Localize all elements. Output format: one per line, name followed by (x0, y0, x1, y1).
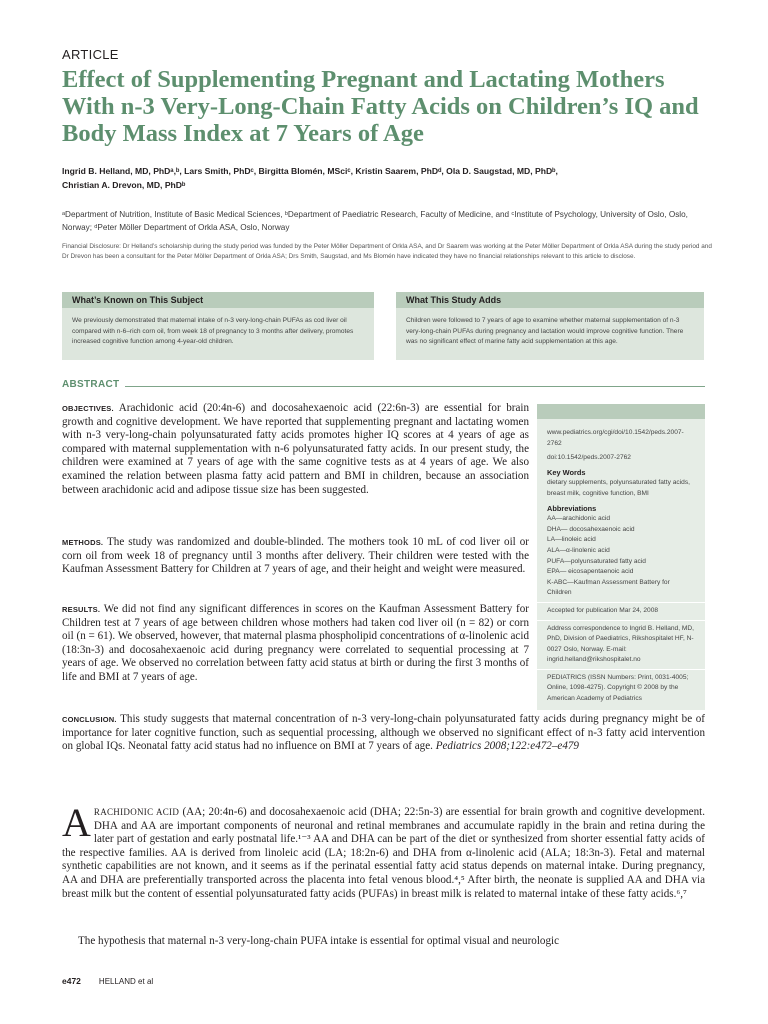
sidebar-header-bar (537, 404, 705, 419)
article-doi: doi:10.1542/peds.2007-2762 (547, 454, 631, 462)
keywords-heading: Key Words (547, 467, 586, 477)
whats-known-title: What’s Known on This Subject (62, 292, 374, 308)
small-caps-lead: RACHIDONIC ACID (93, 807, 180, 817)
methods-text: The study was randomized and double-blinded. The mothers took 10 mL of cod liver oil or corn oil from week 18 of pregnancy until 3 months after delivery. Their children were tested with the Kaufman Assessment Battery for Children at 7 years of age, and their height and weight were measured. (62, 536, 529, 576)
abstract-divider (125, 386, 705, 387)
page-number: e472 (62, 976, 81, 986)
abbreviation-item: ALA—α-linolenic acid (547, 546, 610, 554)
sidebar-divider (537, 669, 705, 670)
abbreviation-item: AA—arachidonic acid (547, 515, 611, 523)
sidebar-divider (537, 602, 705, 603)
article-info-sidebar (537, 404, 705, 710)
methods-label: METHODS. (62, 538, 104, 547)
abbreviation-item: LA—linoleic acid (547, 536, 596, 544)
article-label: ARTICLE (62, 47, 119, 62)
conclusion-label: CONCLUSION. (62, 715, 117, 724)
body-paragraph-1 (62, 800, 705, 901)
author-list (62, 164, 712, 192)
citation: Pediatrics 2008;122:e472–e479 (435, 740, 579, 753)
abbreviation-item: DHA— docosahexaenoic acid (547, 525, 635, 533)
conclusion-text: This study suggests that maternal concentration of n-3 very-long-chain polyunsaturated fatty acids during pregnancy might be of importance for later cognitive function, such as sequential processing, although we observed no significant effect of n-3 fatty acid intervention on global IQs. Neonatal fatty acid status had no influence on BMI at 7 years of age. (62, 713, 706, 753)
drop-cap: A (62, 800, 91, 845)
abbreviations-heading: Abbreviations (547, 503, 597, 513)
correspondence-address: Address correspondence to Ingrid B. Helland, MD, PhD, Division of Paediatrics, Rikshospitalet HF, N-0027 Oslo, Norway. E-mail: ingrid.helland@rikshospitalet.no (547, 624, 694, 664)
paragraph-1-text: (AA; 20:4n-6) and docosahexaenoic acid (DHA; 22:5n-3) are essential for brain growth and cognitive development. DHA and AA are important components of neuronal and retinal membranes and accumulate rapidly in the brain and retina during the later part of gestation and early postnatal life.¹⁻³ AA and DHA can be part of the diet or synthesized from shorter essential fatty acids of the respective families. AA is derived from linoleic acid (LA; 18:2n-6) and DHA from α-linolenic acid (ALA; 18:3n-3). Fetal and maternal synthetic capabilities are not known, and it seems as if the perinatal essential fatty acid status depends on maternal intake. During pregnancy, AA and DHA are preferentially transported across the placenta into fetal venous blood.⁴,⁵ After birth, the neonate is supplied AA and DHA via breast milk but the content of essential polyunsaturated fatty acids (PUFAs) in breast milk is related to maternal intake of these fatty acids.⁶,⁷ (62, 806, 705, 900)
study-adds-body: Children were followed to 7 years of age to examine whether maternal supplementation of n-3 very-long-chain PUFAs during pregnancy and lactation would improve cognitive function. There was no significant effect of marine fatty acid supplementation at this age. (406, 317, 684, 345)
article-title: Effect of Supplementing Pregnant and Lactating Mothers With n-3 Very-Long-Chain Fatty Acids on Children’s IQ and Body Mass Index at 7 Years of Age (62, 66, 699, 147)
results-text: We did not find any significant differences in scores on the Kaufman Assessment Battery for Children test at 7 years of age between children whose mothers had taken cod liver oil (n = 82) or corn oil (n = 61). We observed, however, that maternal plasma phospholipid concentrations of α-linolenic acid (18:3n-3) and docosahexaenoic acid during pregnancy were correlated to sequential processing at 7 years of age. We observed no correlation between fatty acid status at birth or during the first 3 months of life and BMI at 7 years of age. (62, 603, 529, 683)
whats-known-box (62, 292, 374, 360)
abstract-heading: ABSTRACT (62, 379, 120, 390)
keywords: dietary supplements, polyunsaturated fatty acids, breast milk, cognitive function, BMI (547, 479, 690, 497)
affiliations: ᵃDepartment of Nutrition, Institute of Basic Medical Sciences, ᵇDepartment of Paediatric Research, Faculty of Medicine, and ᶜInstitute of Psychology, University of Oslo, Oslo, Norway; ᵈPeter Möller Department of Orkla ASA, Oslo, Norway (62, 210, 688, 232)
financial-disclosure: Financial Disclosure: Dr Helland’s scholarship during the study period was funded by the Peter Möller Department of Orkla ASA, and Dr Saarem was working at the Peter Möller Department of Orkla ASA during the study period and Dr Drevon has been a consultant for the Peter Möller Department of Orkla ASA; Drs Smith, Saugstad, and Ms Blomén have indicated they have no financial relationships relevant to this article to disclose. (62, 243, 712, 260)
running-head: HELLAND et al (98, 977, 154, 986)
abbreviation-item: K-ABC—Kaufman Assessment Battery for Children (547, 578, 670, 597)
abstract-methods (62, 536, 529, 577)
whats-known-body: We previously demonstrated that maternal intake of n-3 very-long-chain PUFAs as cod liver oil compared with n-6–rich corn oil, from week 18 of pregnancy to 3 months after delivery, promotes increased cognitive function among 4-year-old children. (72, 317, 354, 345)
page-footer (62, 976, 153, 986)
issn-copyright: PEDIATRICS (ISSN Numbers: Print, 0031-4005; Online, 1098-4275). Copyright © 2008 by the American Academy of Pediatrics (547, 673, 689, 703)
body-paragraph-2: The hypothesis that maternal n-3 very-long-chain PUFA intake is essential for optimal visual and neurologic (78, 935, 560, 947)
abstract-conclusion (62, 713, 705, 754)
author-line-2: Christian A. Drevon, MD, PhDᵇ (62, 180, 186, 190)
abbreviation-item: EPA— eicosapentaenoic acid (547, 568, 634, 576)
author-line-1: Ingrid B. Helland, MD, PhDᵃ,ᵇ, Lars Smith, PhDᶜ, Birgitta Blomén, MSciᶜ, Kristin Saarem, PhDᵈ, Ola D. Saugstad, MD, PhDᵇ, (62, 166, 558, 176)
study-adds-box (396, 292, 704, 360)
abstract-results (62, 603, 529, 685)
results-label: RESULTS. (62, 605, 101, 614)
accepted-date: Accepted for publication Mar 24, 2008 (547, 606, 659, 614)
objectives-label: OBJECTIVES. (62, 404, 114, 413)
sidebar-divider (537, 620, 705, 621)
article-url[interactable]: www.pediatrics.org/cgi/doi/10.1542/peds.2007-2762 (547, 429, 684, 447)
study-adds-title: What This Study Adds (396, 292, 704, 308)
objectives-text: Arachidonic acid (20:4n-6) and docosahexaenoic acid (22:6n-3) are essential for brain growth and cognitive development. We have reported that supplementing pregnant and lactating women with n-3 very-long-chain polyunsaturated fatty acids promotes higher IQ scores at 4 years of age as compared with maternal supplementation with n-6 polyunsaturated fatty acids. In our present study, the children were examined at 7 years of age with the same cognitive tests as at 4 years of age. We also examined the relation between plasma fatty acid pattern and BMI in children, because an association between arachidonic acid and adipose tissue size has been suggested. (62, 402, 529, 496)
abstract-objectives (62, 402, 529, 497)
abbreviation-item: PUFA—polyunsaturated fatty acid (547, 557, 646, 565)
